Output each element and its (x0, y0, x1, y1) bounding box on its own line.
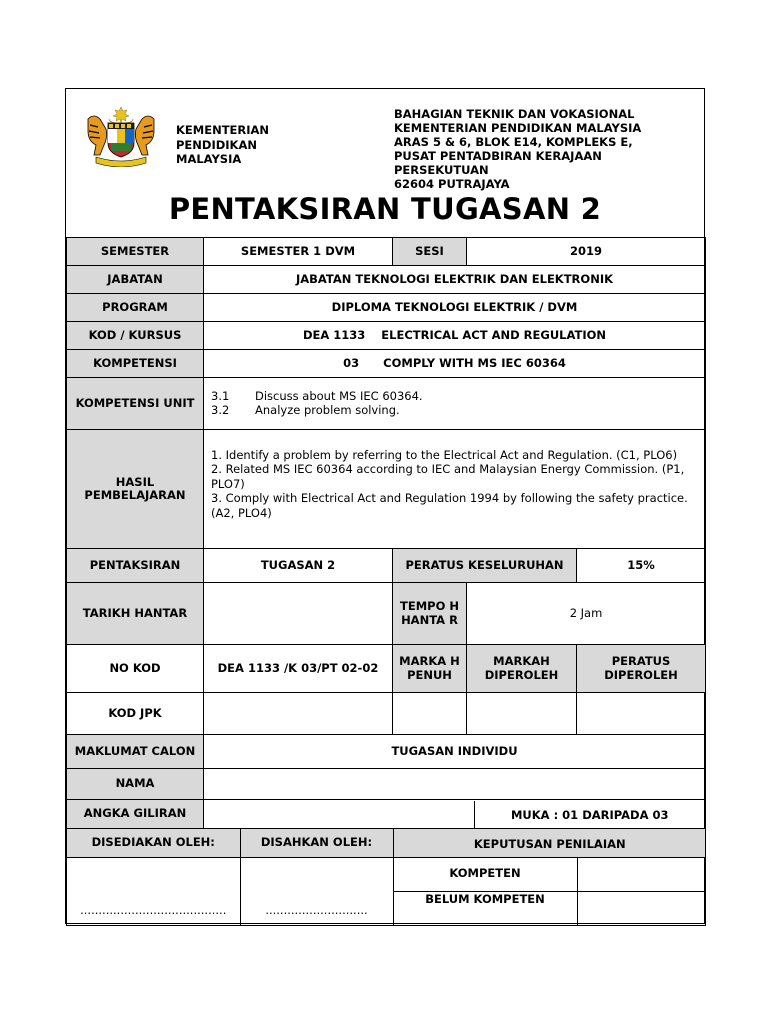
kod-kursus-label: KOD / KURSUS (67, 322, 204, 350)
peratus-keseluruhan-label: PERATUS KESELURUHAN (393, 549, 577, 583)
maklumat-calon-label: MAKLUMAT CALON (67, 735, 204, 769)
row-hasil-pembelajaran (67, 430, 706, 549)
address-line-2: KEMENTERIAN PENDIDIKAN MALAYSIA (394, 121, 642, 135)
disahkan-signature (240, 857, 393, 925)
jabatan-value: JABATAN TEKNOLOGI ELEKTRIK DAN ELEKTRONIK (204, 266, 706, 294)
assessment-form (65, 88, 705, 924)
pentaksiran-value: TUGASAN 2 (204, 549, 393, 583)
nama-value (204, 769, 706, 800)
semester-label: SEMESTER (67, 238, 204, 266)
peratus-diperoleh-value (577, 693, 706, 735)
no-kod-value: DEA 1133 /K 03/PT 02-02 (204, 645, 393, 693)
disediakan-signature-line: ........................................ (80, 902, 227, 917)
kompetensi-unit-item: 3.1 Discuss about MS IEC 60364. (211, 389, 423, 403)
kompetensi-name: COMPLY WITH MS IEC 60364 (383, 355, 566, 370)
disahkan-signature-line: ............................ (265, 902, 368, 917)
ministry-line-2: PENDIDIKAN (176, 137, 257, 152)
kompetensi-code: 03 (343, 355, 360, 370)
signature-section (67, 829, 706, 926)
row-kompetensi-unit (67, 378, 706, 430)
kompetensi-value (204, 350, 706, 378)
kompetensi-unit-value (204, 378, 706, 430)
row-semester (67, 238, 706, 266)
ministry-name (176, 123, 269, 167)
hasil-label: HASIL PEMBELAJARAN (67, 430, 204, 549)
program-value: DIPLOMA TEKNOLOGI ELEKTRIK / DVM (204, 294, 706, 322)
kod-kursus-value (204, 322, 706, 350)
semester-value: SEMESTER 1 DVM (204, 238, 393, 266)
peratus-keseluruhan-value: 15% (577, 549, 706, 583)
row-tarikh-hantar (67, 583, 706, 645)
kod-jpk-label: KOD JPK (67, 693, 204, 735)
address-line-1: BAHAGIAN TEKNIK DAN VOKASIONAL (394, 107, 635, 121)
tarikh-hantar-value (204, 583, 393, 645)
row-nama (67, 769, 706, 800)
kompeten-checkbox[interactable] (577, 857, 706, 891)
jabatan-label: JABATAN (67, 266, 204, 294)
row-no-kod (67, 645, 706, 693)
hasil-item: 2. Related MS IEC 60364 according to IEC and Malaysian Energy Commission. (P1, PLO7) (211, 462, 685, 491)
keputusan-label: KEPUTUSAN PENILAIAN (393, 829, 706, 857)
disediakan-label: DISEDIAKAN OLEH: (67, 829, 240, 857)
nama-label: NAMA (67, 769, 204, 800)
row-angka-giliran (67, 800, 706, 829)
kompetensi-label: KOMPETENSI (67, 350, 204, 378)
row-jabatan (67, 266, 706, 294)
kompetensi-unit-label: KOMPETENSI UNIT (67, 378, 204, 430)
row-signature-headers (67, 829, 706, 926)
course-name: ELECTRICAL ACT AND REGULATION (381, 327, 607, 342)
disahkan-label: DISAHKAN OLEH: (240, 829, 393, 857)
hasil-value (204, 430, 706, 549)
belum-kompeten-checkbox[interactable] (577, 891, 706, 925)
sesi-label: SESI (393, 238, 467, 266)
hasil-item: 1. Identify a problem by referring to the Electrical Act and Regulation. (C1, PLO6) (211, 447, 678, 462)
course-code: DEA 1133 (302, 327, 366, 342)
kompeten-label: KOMPETEN (393, 857, 577, 891)
kompetensi-unit-item: 3.2 Analyze problem solving. (211, 402, 400, 417)
address-line-5: PERSEKUTUAN (394, 163, 489, 177)
page-number: MUKA : 01 DARIPADA 03 (510, 807, 669, 822)
maklumat-calon-value: TUGASAN INDIVIDU (204, 735, 706, 769)
form-header (66, 89, 704, 237)
row-pentaksiran (67, 549, 706, 583)
disediakan-signature (67, 857, 240, 925)
signature-table (67, 829, 706, 925)
address-line-4: PUSAT PENTADBIRAN KERAJAAN (394, 149, 602, 163)
angka-giliran-label: ANGKA GILIRAN (67, 800, 204, 829)
malaysia-coat-of-arms-icon (78, 105, 164, 167)
address-line-3: ARAS 5 & 6, BLOK E14, KOMPLEKS E, (394, 135, 633, 149)
markah-diperoleh-label: MARKAH DIPEROLEH (467, 645, 577, 693)
markah-diperoleh-value (467, 693, 577, 735)
belum-kompeten-label: BELUM KOMPETEN (393, 891, 577, 925)
ministry-line-3: MALAYSIA (176, 152, 242, 166)
tarikh-hantar-label: TARIKH HANTAR (67, 583, 204, 645)
address-line-6: 62604 PUTRAJAYA (394, 177, 510, 191)
row-kod-jpk (67, 693, 706, 735)
program-label: PROGRAM (67, 294, 204, 322)
kod-jpk-value (204, 693, 393, 735)
ministry-line-1: KEMENTERIAN (176, 123, 270, 137)
pentaksiran-label: PENTAKSIRAN (67, 549, 204, 583)
tempoh-hantar-value: 2 Jam (467, 583, 706, 645)
division-address (394, 107, 641, 191)
angka-giliran-subtable (204, 801, 705, 828)
peratus-diperoleh-label: PERATUS DIPEROLEH (577, 645, 706, 693)
angka-giliran-container (204, 800, 706, 829)
form-table (66, 237, 706, 926)
angka-giliran-value (204, 801, 474, 828)
no-kod-label: NO KOD (67, 645, 204, 693)
markah-penuh-value (393, 693, 467, 735)
hasil-item: 3. Comply with Electrical Act and Regulation 1994 by following the safety practice. (A2, PLO4) (211, 491, 688, 520)
page-title: PENTAKSIRAN TUGASAN 2 (168, 192, 602, 226)
markah-penuh-label: MARKA H PENUH (393, 645, 467, 693)
tempoh-hantar-label: TEMPO H HANTA R (393, 583, 467, 645)
row-kod-kursus (67, 322, 706, 350)
row-kompetensi (67, 350, 706, 378)
sesi-value: 2019 (467, 238, 706, 266)
row-maklumat-calon (67, 735, 706, 769)
row-program (67, 294, 706, 322)
